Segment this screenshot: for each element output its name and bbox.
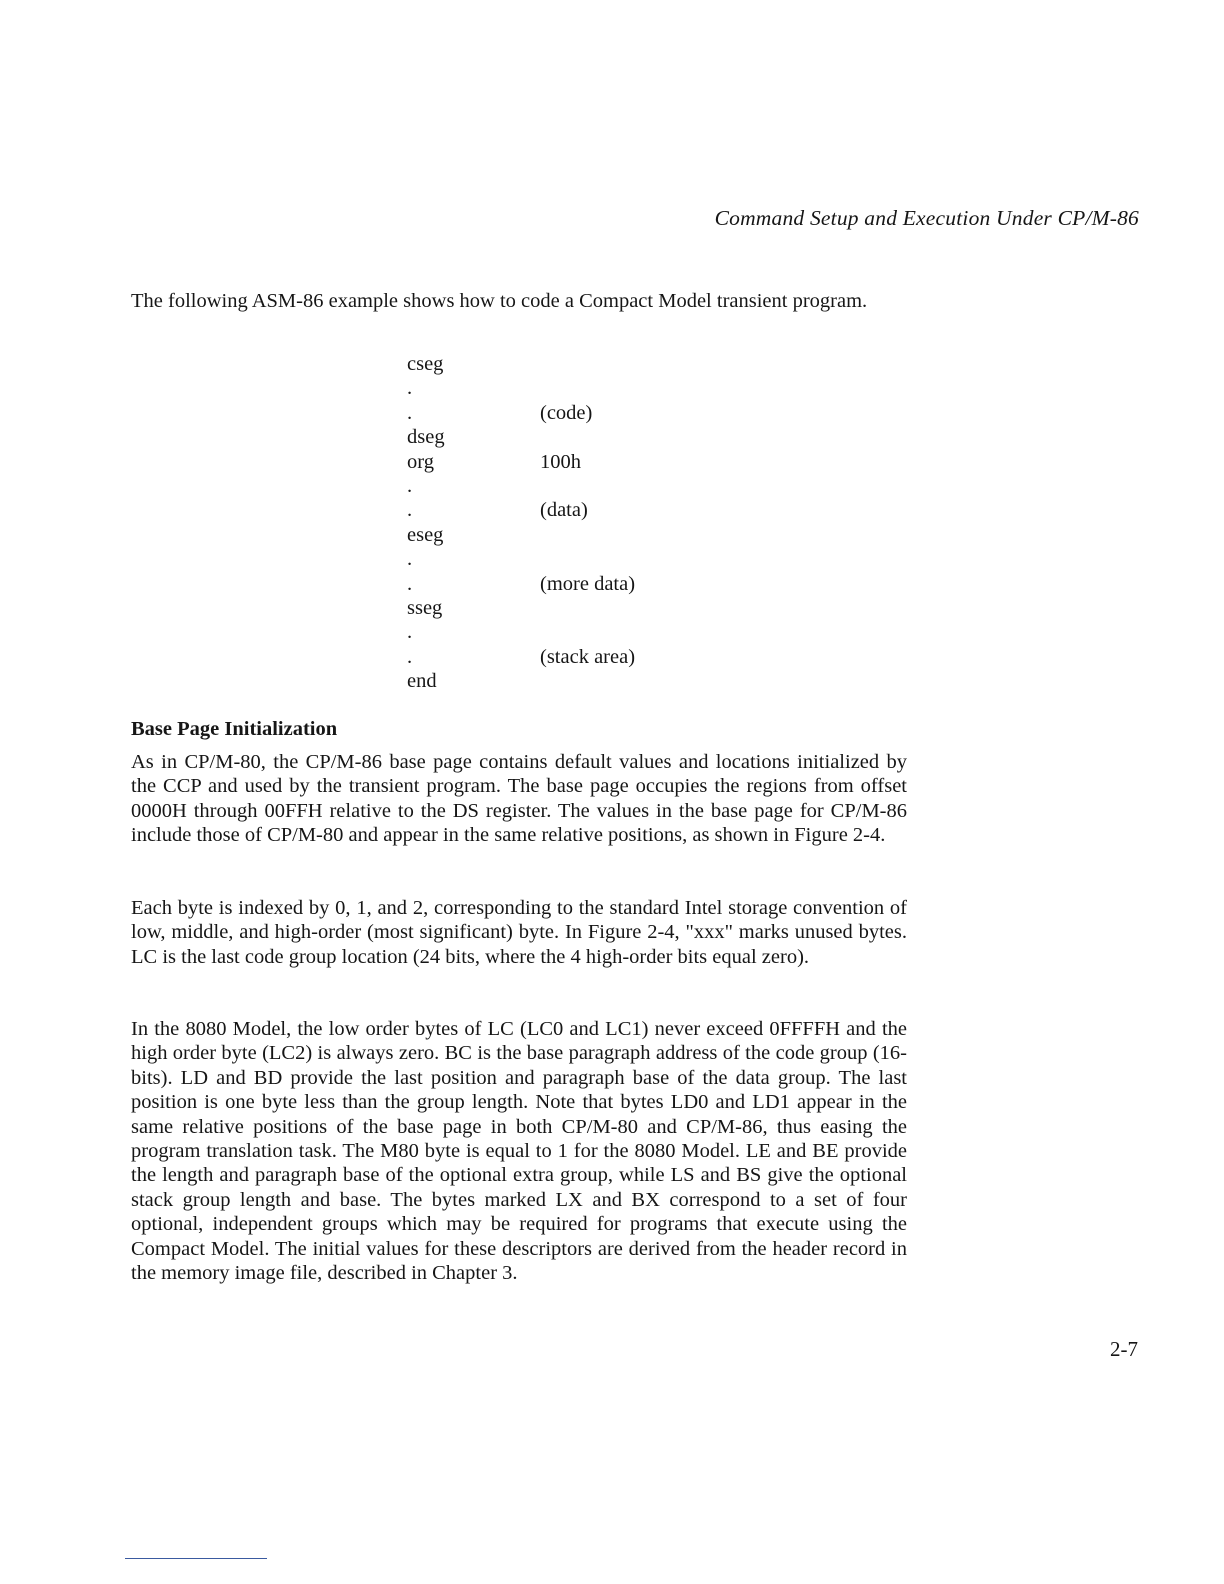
code-comment: 100h	[540, 450, 581, 473]
code-instruction: dseg	[407, 426, 445, 449]
code-instruction: .	[407, 621, 413, 644]
code-instruction: .	[407, 474, 413, 497]
code-instruction: sseg	[407, 596, 443, 619]
code-instruction: cseg	[407, 353, 444, 375]
body-paragraph: In the 8080 Model, the low order bytes of LC (LC0 and LC1) never exceed 0FFFFH and the high order byte (LC2) is always zero. BC is the base paragraph address of the code group (16-bits). LD and BD provide the last position and paragraph base of the data group. The last position is one byte less than the group length. Note that bytes LD0 and LD1 appear in the same relative positions of the base page in both CP/M-80 and CP/M-86, thus easing the program translation task. The M80 byte is equal to 1 for the 8080 Model. LE and BE provide the length and paragraph base of the optional extra group, while LS and BS give the optional stack group length and base. The bytes marked LX and BX correspond to a set of four optional, independent groups which may be required for programs that execute using the Compact Model. The initial values for these descriptors are derived from the header record in the memory image file, described in Chapter 3.	[131, 1018, 907, 1285]
code-instruction: .	[407, 401, 413, 424]
body-paragraph: Each byte is indexed by 0, 1, and 2, corresponding to the standard Intel storage convention of low, middle, and high-order (most significant) byte. In Figure 2-4, "xxx" marks unused bytes. LC is the last code group location (24 bits, where the 4 high-order bits equal zero).	[131, 897, 907, 968]
code-comment: (data)	[540, 499, 588, 522]
code-comment: (code)	[540, 401, 593, 424]
footer-divider	[125, 1558, 267, 1559]
code-instruction: .	[407, 645, 413, 668]
code-instruction: .	[407, 548, 413, 571]
code-comment: (more data)	[540, 572, 636, 595]
code-instruction: .	[407, 499, 413, 522]
code-instruction: eseg	[407, 523, 444, 546]
code-instruction: .	[407, 377, 413, 400]
code-instruction: end	[407, 670, 437, 693]
intro-paragraph: The following ASM-86 example shows how to code a Compact Model transient program.	[131, 290, 868, 312]
code-instruction: .	[407, 572, 413, 595]
section-heading: Base Page Initialization	[131, 718, 338, 740]
code-comment: (stack area)	[540, 645, 636, 668]
running-header: Command Setup and Execution Under CP/M-86	[714, 206, 1139, 230]
body-paragraph: As in CP/M-80, the CP/M-86 base page contains default values and locations initialized by the CCP and used by the transient program. The base page occupies the regions from offset 0000H through 00FFH relative to the DS register. The values in the base page for CP/M-86 include those of CP/M-80 and appear in the same relative positions, as shown in Figure 2-4.	[131, 751, 907, 847]
page-number: 2-7	[1110, 1337, 1138, 1361]
code-instruction: org	[407, 450, 434, 473]
